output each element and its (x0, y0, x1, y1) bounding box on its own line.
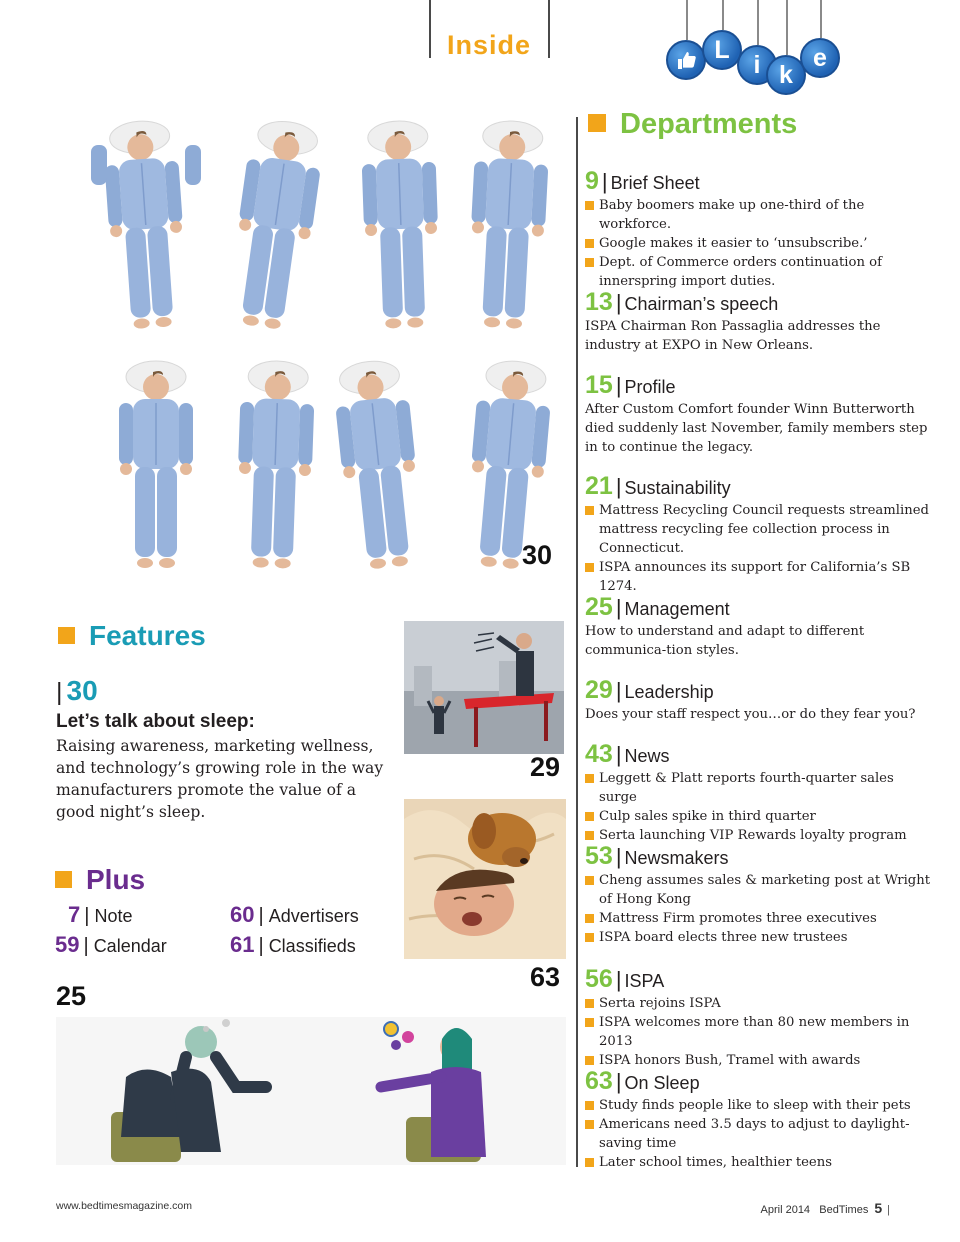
sleeping-man-with-dog-photo (404, 799, 566, 959)
sleep-photo-log (340, 115, 462, 341)
plus-item-calendar: 59 | Calendar (55, 932, 167, 957)
list-item: Culp sales spike in third quarter (585, 807, 935, 826)
dept-item-sustainability: 21 | Sustainability Mattress Recycling Council requests streamlined mattress recycling fee collection process in Connecticut. ISPA announces its support for California’s SB 1274. (585, 473, 935, 596)
footer-url: www.bedtimesmagazine.com (56, 1200, 192, 1212)
dept-item-newsmakers: 53 | Newsmakers Cheng assumes sales & marketing post at Wright of Hong Kong Mattress Firm promotes three executives ISPA board elects three new trustees (585, 843, 935, 947)
page-title: Inside (446, 30, 532, 60)
like-letter-i: i (737, 45, 777, 85)
list-item: Study finds people like to sleep with their pets (585, 1096, 935, 1115)
dept-item-ispa: 56 | ISPA Serta rejoins ISPA ISPA welcomes more than 80 new members in 2013 ISPA honors Bush, Tramel with awards (585, 966, 935, 1070)
list-item: ISPA welcomes more than 80 new members in 2013 (585, 1013, 935, 1051)
footer-folio: April 2014 BedTimes 5 | (760, 1200, 890, 1216)
dept-item-leadership: 29 | Leadership Does your staff respect you…or do they fear you? (585, 676, 916, 722)
list-item: Cheng assumes sales & marketing post at Wright of Hong Kong (585, 871, 935, 909)
leadership-image-page-number: 29 (530, 752, 561, 782)
features-heading: Features (58, 620, 206, 652)
plus-item-advertisers: 60 | Advertisers (230, 902, 359, 927)
list-item: Dept. of Commerce orders continuation of innerspring import duties. (585, 253, 935, 291)
list-item: ISPA announces its support for California’s SB 1274. (585, 558, 935, 596)
plus-item-classifieds: 61 | Classifieds (230, 932, 356, 957)
dept-item-brief-sheet: 9 | Brief Sheet Baby boomers make up one-third of the workforce. Google makes it easier to ‘unsubscribe.’ Dept. of Commerce orders continuation of innerspring import duties. (585, 168, 935, 291)
sleep-photo-side (447, 115, 569, 341)
dept-item-profile: 15 | Profile After Custom Comfort founder Winn Butterworth died suddenly last November, family members step in to continue the legacy. (585, 371, 928, 455)
list-item: Later school times, healthier teens (585, 1153, 935, 1172)
sleep-photo-soldier (95, 355, 217, 581)
like-letter-l: L (702, 30, 742, 70)
orange-square-icon (55, 871, 72, 888)
list-item: Americans need 3.5 days to adjust to daylight-saving time (585, 1115, 935, 1153)
dept-item-chairmans-speech: 13 | Chairman’s speech ISPA Chairman Ron Passaglia addresses the industry at EXPO in New Orleans. (585, 288, 881, 353)
dept-item-management: 25 | Management How to understand and adapt to different communica-tion styles. (585, 593, 865, 658)
feature-title: Let’s talk about sleep: (56, 711, 255, 732)
orange-square-icon (58, 627, 75, 644)
departments-heading: Departments (588, 108, 797, 141)
plus-item-note: 7 | Note (68, 902, 133, 927)
yelling-boss-illustration (404, 621, 564, 754)
list-item: Baby boomers make up one-third of the workforce. (585, 196, 935, 234)
list-item: ISPA board elects three new trustees (585, 928, 935, 947)
dept-item-on-sleep: 63 | On Sleep Study finds people like to sleep with their pets Americans need 3.5 days to adjust to daylight-saving time Later school times, healthier teens (585, 1068, 935, 1172)
thumbs-up-icon (666, 40, 706, 80)
list-item: Mattress Firm promotes three executives (585, 909, 935, 928)
list-item: ISPA honors Bush, Tramel with awards (585, 1051, 935, 1070)
sleep-photo-starfish (85, 115, 207, 341)
list-item: Leggett & Platt reports fourth-quarter sales surge (585, 769, 935, 807)
list-item: Google makes it easier to ‘unsubscribe.’ (585, 234, 935, 253)
feature-description: Raising awareness, marketing wellness, and technology’s growing role in the way manufacturers promote the value of a good night’s sleep. (56, 737, 384, 821)
like-letter-e: e (800, 38, 840, 78)
feature-page-number: | 30 (56, 675, 98, 706)
plus-heading: Plus (55, 864, 145, 896)
sleep-photo-freefall (318, 355, 440, 581)
like-letter-k: k (766, 55, 806, 95)
business-conversation-illustration (56, 1017, 566, 1165)
dept-item-news: 43 | News Leggett & Platt reports fourth-quarter sales surge Culp sales spike in third quarter Serta launching VIP Rewards loyalty program (585, 741, 935, 845)
management-image-page-number: 25 (56, 981, 87, 1011)
header-divider-right (548, 0, 550, 58)
list-item: Serta launching VIP Rewards loyalty program (585, 826, 935, 845)
orange-square-icon (588, 114, 606, 132)
list-item: Serta rejoins ISPA (585, 994, 935, 1013)
photo-grid-page-number: 30 (522, 540, 553, 570)
sleep-photo-fetal (214, 115, 336, 341)
on-sleep-image-page-number: 63 (530, 962, 561, 992)
list-item: Mattress Recycling Council requests streamlined mattress recycling fee collection process in Connecticut. (585, 501, 935, 558)
departments-divider (576, 117, 578, 1167)
